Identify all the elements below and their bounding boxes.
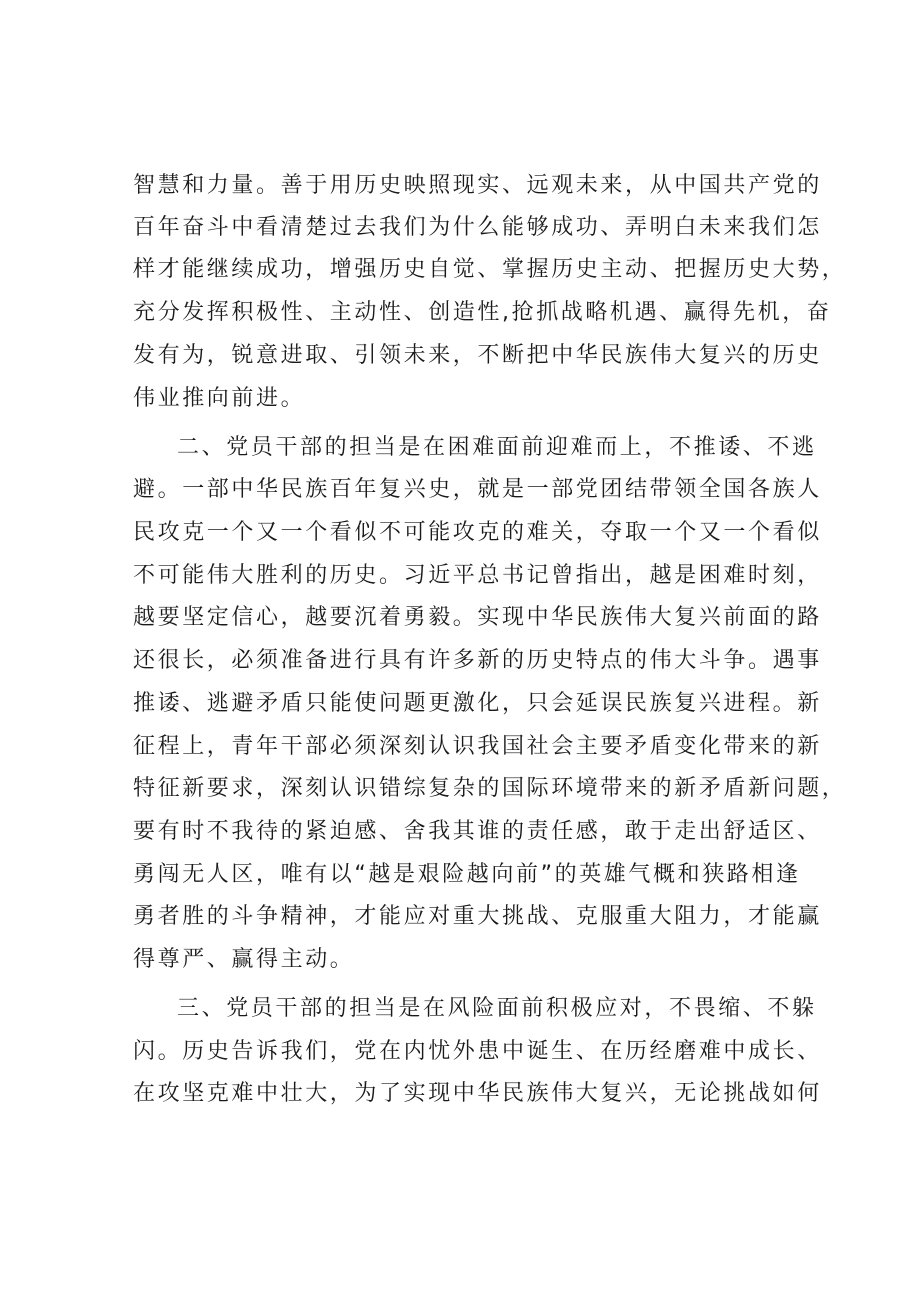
text-line: 得尊严、赢得主动。	[133, 947, 355, 972]
text-line: 伟业推向前进。	[133, 386, 306, 411]
text-line: 不可能伟大胜利的历史。习近平总书记曾指出，越是困难时刻，	[133, 563, 822, 588]
text-line: 样才能继续成功，增强历史自觉、掌握历史主动、把握历史大势，	[133, 257, 847, 282]
text-line: 百年奋斗中看清楚过去我们为什么能够成功、弄明白未来我们怎	[133, 215, 822, 240]
text-line: 越要坚定信心，越要沉着勇毅。实现中华民族伟大复兴前面的路	[133, 605, 822, 630]
text-line: 特征新要求，深刻认识错综复杂的国际环境带来的新矛盾新问题，	[133, 776, 847, 801]
text-line: 避。一部中华民族百年复兴史，就是一部党团结带领全国各族人	[133, 477, 822, 502]
text-line: 充分发挥积极性、主动性、创造性,抢抓战略机遇、赢得先机，奋	[133, 300, 832, 325]
text-line: 在攻坚克难中壮大，为了实现中华民族伟大复兴，无论挑战如何	[133, 1081, 822, 1106]
text-line: 二、党员干部的担当是在困难面前迎难而上，不推诿、不逃	[177, 435, 817, 460]
text-line: 勇闯无人区，唯有以“越是艰险越向前”的英雄气概和狭路相逢	[133, 862, 801, 887]
text-line: 智慧和力量。善于用历史映照现实、远观未来，从中国共产党的	[133, 173, 822, 198]
text-line: 民攻克一个又一个看似不可能攻克的难关，夺取一个又一个看似	[133, 520, 822, 545]
text-line: 要有时不我待的紧迫感、舍我其谁的责任感，敢于走出舒适区、	[133, 819, 822, 844]
text-line: 还很长，必须准备进行具有许多新的历史特点的伟大斗争。遇事	[133, 648, 822, 673]
text-line: 发有为，锐意进取、引领未来，不断把中华民族伟大复兴的历史	[133, 343, 822, 368]
text-line: 征程上，青年干部必须深刻认识我国社会主要矛盾变化带来的新	[133, 734, 822, 759]
text-line: 推诿、逃避矛盾只能使问题更激化，只会延误民族复兴进程。新	[133, 691, 822, 716]
text-line: 勇者胜的斗争精神，才能应对重大挑战、克服重大阻力，才能赢	[133, 904, 822, 929]
text-line: 闪。历史告诉我们，党在内忧外患中诞生、在历经磨难中成长、	[133, 1039, 822, 1064]
text-line: 三、党员干部的担当是在风险面前积极应对，不畏缩、不躲	[177, 996, 817, 1021]
